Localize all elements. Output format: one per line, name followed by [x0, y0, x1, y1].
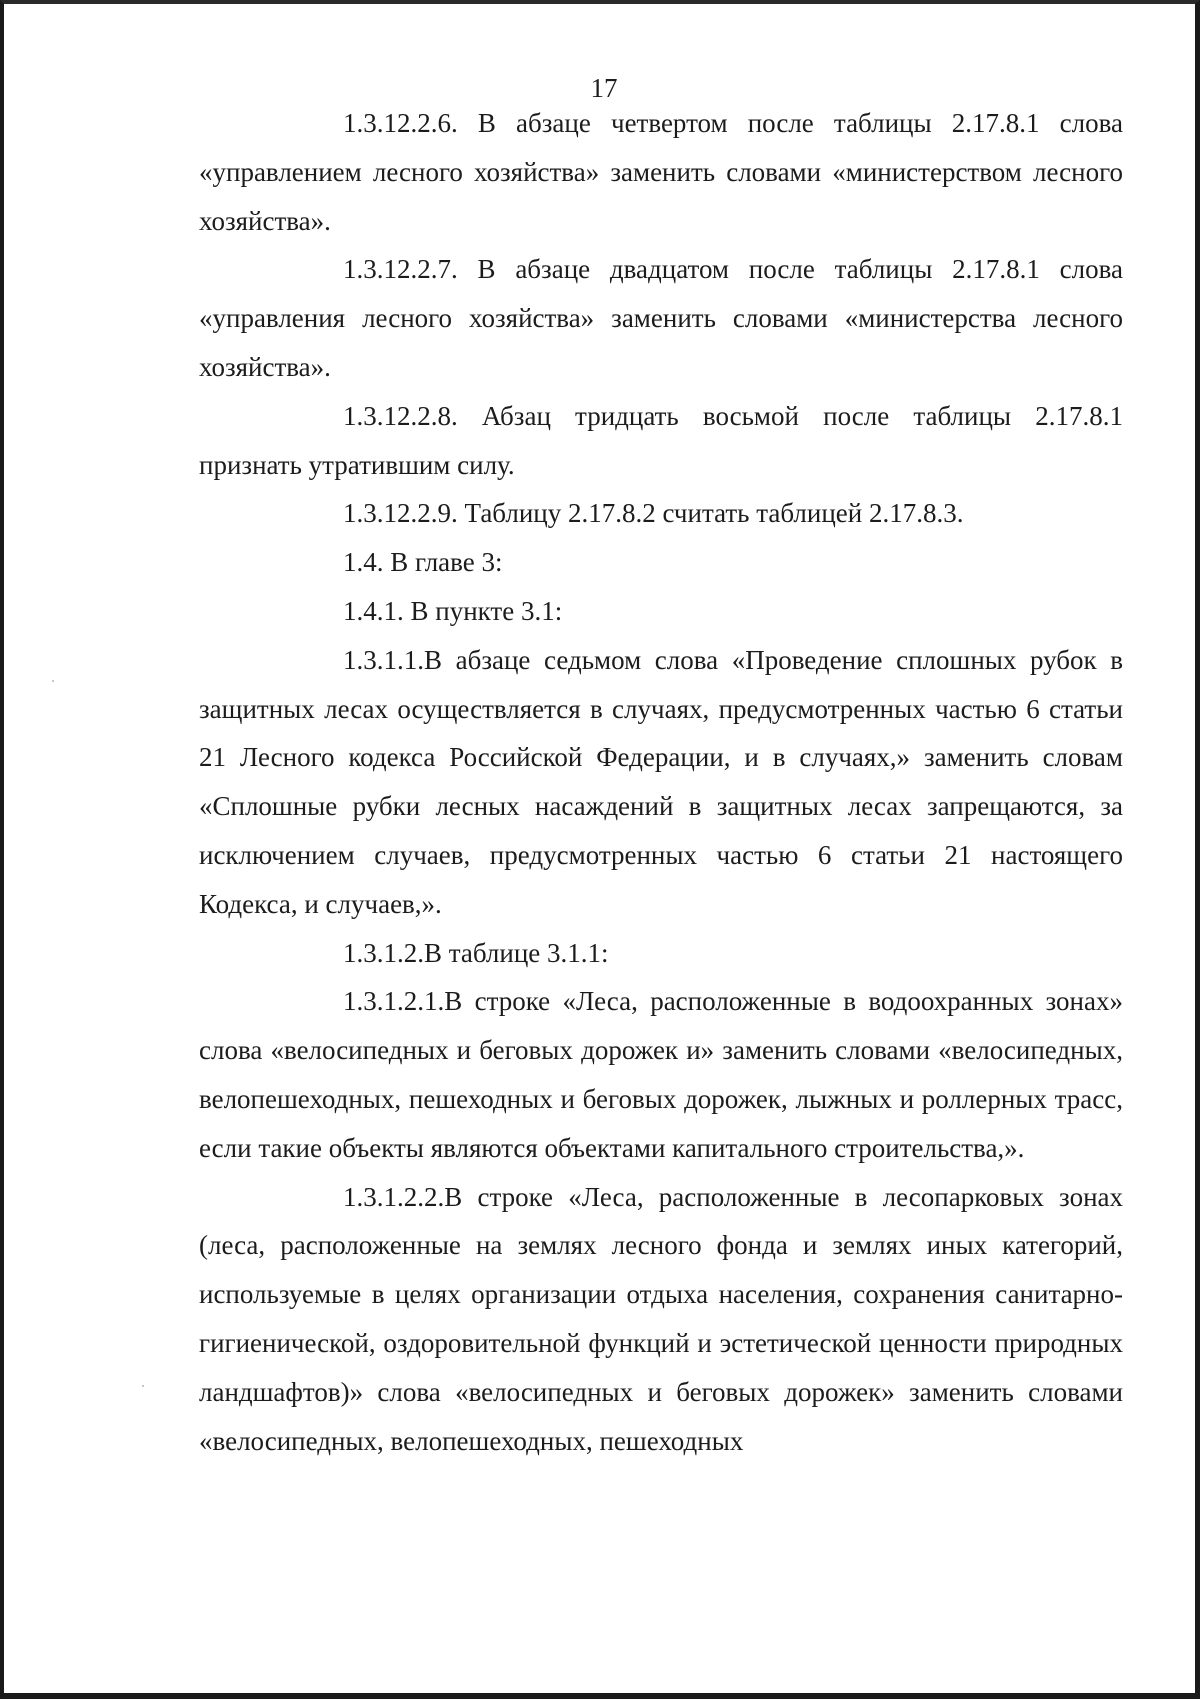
paragraph-1-3-12-2-6 — [199, 99, 1123, 245]
paragraph-1-3-1-2-2 — [199, 1173, 1123, 1466]
paragraph-1-3-12-2-8 — [199, 392, 1123, 490]
paragraph-1-3-12-2-7 — [199, 245, 1123, 391]
paragraph-1-3-12-2-9 — [199, 489, 1123, 538]
paragraph-number: 1.4.1. — [343, 595, 404, 626]
paragraph-1-4 — [199, 538, 1123, 587]
paragraph-number: 1.4. — [343, 547, 384, 578]
paragraph-1-4-1 — [199, 587, 1123, 636]
scan-speck — [142, 1385, 144, 1387]
paragraph-text: В пункте 3.1: — [403, 595, 563, 626]
paragraph-text: В абзаце седьмом слова «Проведение сплошных рубок в защитных лесах осуществляется в случаях, предусмотренных частью 6 статьи 21 Лесного кодекса Российской Федерации, и в случаях,» заменить словам «Сплошные рубки лесных насаждений в защитных лесах запрещаются, за исключением случаев, предусмотренных частью 6 статьи 21 настоящего Кодекса, и случаев,». — [199, 644, 1123, 919]
paragraph-number: 1.3.12.2.9. — [343, 498, 458, 529]
paragraph-text: В главе 3: — [383, 547, 503, 578]
document-body — [199, 99, 1123, 1465]
paragraph-1-3-1-2-1 — [199, 977, 1123, 1172]
paragraph-number: 1.3.12.2.6. — [343, 108, 458, 138]
paragraph-text: Таблицу 2.17.8.2 считать таблицей 2.17.8.3. — [457, 498, 964, 529]
scan-speck — [52, 680, 54, 682]
paragraph-text: В строке «Леса, расположенные в лесопарковых зонах (леса, расположенные на землях лесного фонда и землях иных категорий, используемые в целях организации отдыха населения, сохранения санитарно-гигиенической, оздоровительной функций и эстетической ценности природных ландшафтов)» слова «велосипедных и беговых дорожек» заменить словами «велосипедных, велопешеходных, пешеходных — [199, 1181, 1123, 1456]
paragraph-text: В абзаце четвертом после таблицы 2.17.8.1 слова «управлением лесного хозяйства» заменить словами «министерством лесного хозяйства». — [199, 108, 1123, 236]
paragraph-number: 1.3.1.2. — [343, 937, 424, 968]
page-number: 17 — [590, 73, 618, 103]
paragraph-text: Абзац тридцать восьмой после таблицы 2.17.8.1 признать утратившим силу. — [199, 400, 1123, 480]
paragraph-text: В таблице 3.1.1: — [424, 937, 609, 968]
paragraph-1-3-1-2 — [199, 929, 1123, 978]
paragraph-1-3-1-1 — [199, 636, 1123, 929]
paragraph-text: В абзаце двадцатом после таблицы 2.17.8.1 слова «управления лесного хозяйства» заменить словами «министерства лесного хозяйства». — [199, 254, 1123, 382]
paragraph-number: 1.3.1.1. — [343, 644, 424, 675]
paragraph-number: 1.3.12.2.7. — [343, 254, 458, 285]
paragraph-number: 1.3.1.2.2. — [343, 1181, 445, 1212]
paragraph-number: 1.3.1.2.1. — [343, 986, 445, 1017]
paragraph-text: В строке «Леса, расположенные в водоохранных зонах» слова «велосипедных и беговых дорожек и» заменить словами «велосипедных, велопешеходных, пешеходных и беговых дорожек, лыжных и роллерных трасс, если такие объекты являются объектами капитального строительства,». — [199, 986, 1123, 1163]
paragraph-number: 1.3.12.2.8. — [343, 400, 458, 431]
